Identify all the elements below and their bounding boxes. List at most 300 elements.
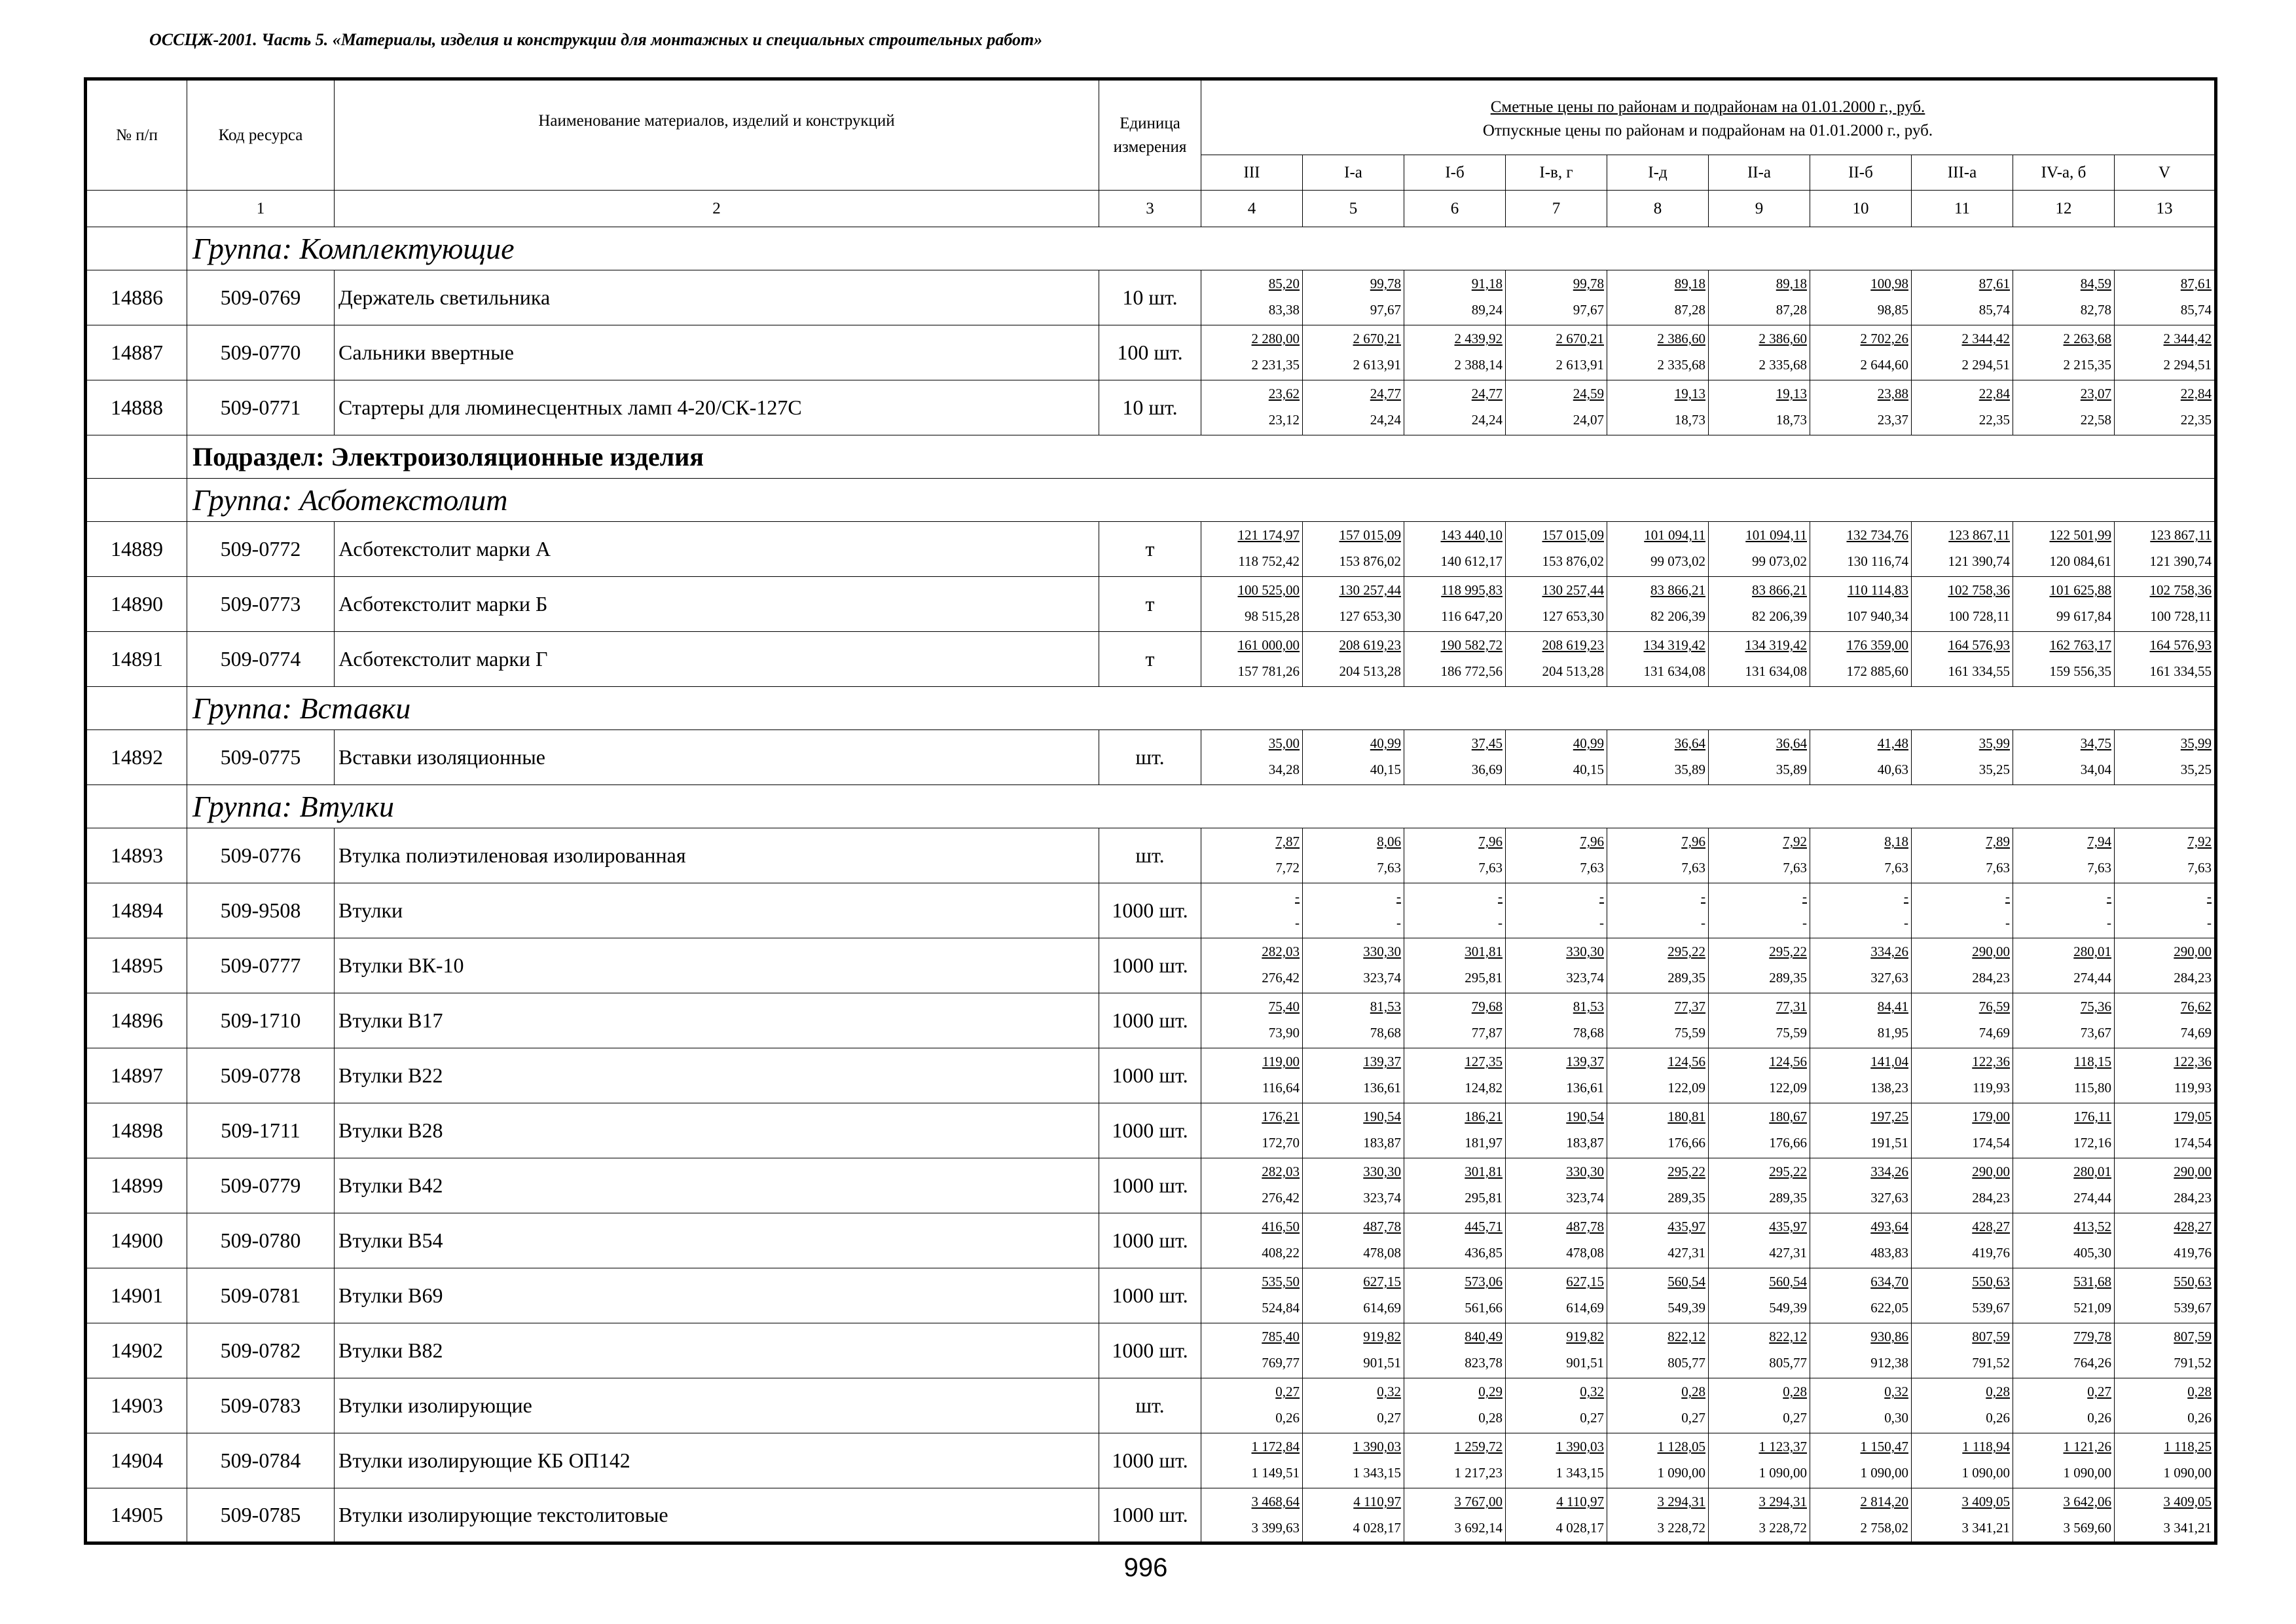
release-price: 289,35 — [1667, 1190, 1705, 1206]
price-cell — [1912, 1268, 2013, 1323]
price-cell — [1506, 1433, 1607, 1488]
release-price: 130 116,74 — [1847, 553, 1908, 569]
estimated-price: 0,32 — [1580, 1384, 1604, 1399]
price-cell — [1404, 577, 1506, 632]
resource-code: 509-0773 — [187, 577, 335, 632]
estimated-price: 428,27 — [2174, 1219, 2212, 1234]
estimated-price: - — [1295, 889, 1300, 904]
estimated-price: 7,89 — [1986, 834, 2010, 849]
release-price: 539,67 — [2174, 1300, 2212, 1316]
price-cell — [1810, 938, 1912, 993]
release-price: 323,74 — [1363, 970, 1401, 986]
release-price: 87,28 — [1776, 302, 1807, 318]
estimated-price: 176 359,00 — [1846, 637, 1908, 653]
price-cell — [2013, 828, 2115, 883]
price-cell — [1709, 380, 1810, 435]
header-region: V — [2115, 155, 2216, 191]
price-cell — [1201, 1103, 1303, 1158]
price-cell — [1303, 883, 1404, 938]
price-cell — [2115, 828, 2216, 883]
estimated-price: 2 386,60 — [1758, 331, 1807, 346]
release-price: 478,08 — [1363, 1245, 1401, 1261]
estimated-price: 295,22 — [1769, 944, 1807, 959]
release-price: 0,26 — [2087, 1410, 2111, 1426]
price-cell — [2013, 730, 2115, 785]
price-cell — [1709, 1048, 1810, 1103]
price-cell — [1912, 1048, 2013, 1103]
release-price: - — [2107, 915, 2111, 931]
release-price: 549,39 — [1769, 1300, 1807, 1316]
price-cell — [1912, 993, 2013, 1048]
estimated-price: 330,30 — [1363, 1164, 1401, 1179]
price-cell — [1912, 1323, 2013, 1378]
release-price: 4 028,17 — [1353, 1520, 1401, 1536]
release-price: - — [1802, 915, 1807, 931]
estimated-price: 7,96 — [1580, 834, 1604, 849]
release-price: 289,35 — [1769, 1190, 1807, 1206]
estimated-price: 3 294,31 — [1758, 1494, 1807, 1509]
price-cell — [2013, 1378, 2115, 1433]
estimated-price: 208 619,23 — [1542, 637, 1604, 653]
unit-of-measure: 1000 шт. — [1099, 938, 1201, 993]
estimated-price: 0,28 — [1681, 1384, 1705, 1399]
release-price: 18,73 — [1674, 412, 1705, 428]
release-price: 549,39 — [1667, 1300, 1705, 1316]
estimated-price: 132 734,76 — [1846, 527, 1908, 543]
estimated-price: 535,50 — [1262, 1274, 1300, 1289]
group-title: Группа: Асботекстолит — [187, 479, 2216, 522]
price-cell — [1607, 1378, 1709, 1433]
release-price: 419,76 — [2174, 1245, 2212, 1261]
resource-code: 509-0775 — [187, 730, 335, 785]
release-price: 78,68 — [1370, 1025, 1401, 1041]
release-price: - — [1498, 915, 1503, 931]
price-cell — [1607, 380, 1709, 435]
release-price: 622,05 — [1870, 1300, 1908, 1316]
material-name: Втулки В82 — [335, 1323, 1099, 1378]
estimated-price: 124,56 — [1769, 1054, 1807, 1069]
release-price: 161 334,55 — [1948, 663, 2010, 679]
estimated-price: 102 758,36 — [2149, 582, 2212, 598]
price-cell — [1810, 632, 1912, 687]
release-price: 181,97 — [1465, 1135, 1503, 1151]
estimated-price: 139,37 — [1566, 1054, 1604, 1069]
price-cell — [1607, 1158, 1709, 1213]
release-price: - — [1599, 915, 1604, 931]
table-row — [86, 1213, 2216, 1268]
price-cell — [1709, 1158, 1810, 1213]
release-price: 483,83 — [1870, 1245, 1908, 1261]
price-cell — [2115, 1268, 2216, 1323]
estimated-price: 1 121,26 — [2063, 1439, 2111, 1454]
price-cell — [1303, 993, 1404, 1048]
price-cell — [1506, 938, 1607, 993]
price-cell — [2013, 522, 2115, 577]
release-price: 82 206,39 — [1752, 608, 1807, 624]
estimated-price: 2 439,92 — [1454, 331, 1503, 346]
release-price: 77,87 — [1471, 1025, 1503, 1041]
estimated-price: 208 619,23 — [1339, 637, 1401, 653]
price-cell — [1303, 730, 1404, 785]
estimated-price: 134 319,42 — [1745, 637, 1807, 653]
price-cell — [1201, 993, 1303, 1048]
section-blank-cell — [86, 435, 187, 479]
estimated-price: 101 094,11 — [1745, 527, 1807, 543]
release-price: 172,70 — [1262, 1135, 1300, 1151]
price-cell — [1709, 577, 1810, 632]
release-price: 153 876,02 — [1542, 553, 1604, 569]
estimated-price: 435,97 — [1769, 1219, 1807, 1234]
release-price: 119,93 — [1973, 1080, 2010, 1096]
unit-of-measure: 1000 шт. — [1099, 1268, 1201, 1323]
price-cell — [2013, 270, 2115, 325]
estimated-price: 807,59 — [2174, 1329, 2212, 1344]
release-price: 34,28 — [1268, 762, 1300, 777]
row-number: 14888 — [86, 380, 187, 435]
estimated-price: 7,92 — [1783, 834, 1807, 849]
estimated-price: 19,13 — [1776, 386, 1807, 401]
estimated-price: 8,18 — [1884, 834, 1908, 849]
release-price: 7,72 — [1275, 860, 1300, 876]
release-price: 153 876,02 — [1339, 553, 1401, 569]
release-price: 805,77 — [1667, 1355, 1705, 1371]
resource-code: 509-0785 — [187, 1488, 335, 1543]
price-cell — [1201, 1378, 1303, 1433]
unit-of-measure: т — [1099, 522, 1201, 577]
estimated-price: 1 150,47 — [1860, 1439, 1908, 1454]
price-cell — [1303, 632, 1404, 687]
release-price: 805,77 — [1769, 1355, 1807, 1371]
price-cell — [2115, 1378, 2216, 1433]
release-price: 3 341,21 — [1961, 1520, 2010, 1536]
estimated-price: 123 867,11 — [2150, 527, 2212, 543]
price-cell — [1404, 1378, 1506, 1433]
price-cell — [1709, 1433, 1810, 1488]
estimated-price: 89,18 — [1674, 276, 1705, 291]
price-cell — [2115, 325, 2216, 380]
estimated-price: 81,53 — [1370, 999, 1401, 1014]
release-price: 823,78 — [1465, 1355, 1503, 1371]
price-cell — [1709, 1268, 1810, 1323]
price-cell — [1709, 325, 1810, 380]
price-cell — [1607, 1048, 1709, 1103]
price-cell — [1709, 938, 1810, 993]
estimated-price: 34,75 — [2080, 735, 2111, 751]
price-cell — [1912, 325, 2013, 380]
release-price: 98,85 — [1877, 302, 1908, 318]
release-price: 427,31 — [1769, 1245, 1807, 1261]
price-cell — [1506, 1268, 1607, 1323]
estimated-price: 141,04 — [1870, 1054, 1908, 1069]
price-cell — [2013, 1268, 2115, 1323]
price-cell — [1607, 828, 1709, 883]
release-price: 323,74 — [1363, 1190, 1401, 1206]
material-name: Вставки изоляционные — [335, 730, 1099, 785]
table-row — [86, 270, 2216, 325]
estimated-price: 99,78 — [1370, 276, 1401, 291]
estimated-price: - — [1701, 889, 1705, 904]
release-price: 99 073,02 — [1650, 553, 1705, 569]
estimated-price: - — [2107, 889, 2111, 904]
material-name: Втулки В28 — [335, 1103, 1099, 1158]
page-number: 996 — [1123, 1553, 1168, 1582]
price-cell — [1303, 1488, 1404, 1543]
release-price: 97,67 — [1573, 302, 1604, 318]
material-name: Асботекстолит марки Б — [335, 577, 1099, 632]
table-row — [86, 1158, 2216, 1213]
estimated-price: 101 094,11 — [1644, 527, 1705, 543]
release-price: 81,95 — [1877, 1025, 1908, 1041]
estimated-price: 3 468,64 — [1251, 1494, 1300, 1509]
price-cell — [1912, 1433, 2013, 1488]
estimated-price: 79,68 — [1471, 999, 1503, 1014]
release-price: 524,84 — [1262, 1300, 1300, 1316]
estimated-price: 157 015,09 — [1339, 527, 1401, 543]
release-price: 3 341,21 — [2163, 1520, 2212, 1536]
row-number: 14889 — [86, 522, 187, 577]
release-price: - — [2005, 915, 2010, 931]
estimated-price: 2 386,60 — [1657, 331, 1705, 346]
estimated-price: 179,00 — [1972, 1109, 2010, 1124]
row-number: 14895 — [86, 938, 187, 993]
estimated-price: - — [2207, 889, 2212, 904]
estimated-price: 560,54 — [1769, 1274, 1807, 1289]
estimated-price: 3 409,05 — [1961, 1494, 2010, 1509]
price-cell — [1709, 883, 1810, 938]
release-price: 122,09 — [1667, 1080, 1705, 1096]
price-cell — [2115, 883, 2216, 938]
estimated-price: 77,37 — [1674, 999, 1705, 1014]
row-number: 14893 — [86, 828, 187, 883]
price-cell — [1709, 1323, 1810, 1378]
unit-of-measure: 1000 шт. — [1099, 1048, 1201, 1103]
release-price: 2 231,35 — [1251, 357, 1300, 373]
release-price: 75,59 — [1674, 1025, 1705, 1041]
release-price: 419,76 — [1972, 1245, 2010, 1261]
price-cell — [2013, 1048, 2115, 1103]
estimated-price: 22,84 — [1978, 386, 2010, 401]
price-cell — [1303, 1213, 1404, 1268]
column-number: 7 — [1506, 191, 1607, 227]
price-cell — [1303, 325, 1404, 380]
release-price: 3 399,63 — [1251, 1520, 1300, 1536]
price-cell — [1607, 883, 1709, 938]
release-price: 289,35 — [1769, 970, 1807, 986]
subsection-title: Подраздел: Электроизоляционные изделия — [187, 435, 2216, 479]
price-cell — [1810, 1488, 1912, 1543]
estimated-price: 2 814,20 — [1860, 1494, 1908, 1509]
estimated-price: 330,30 — [1566, 1164, 1604, 1179]
release-price: 75,59 — [1776, 1025, 1807, 1041]
estimated-price: 91,18 — [1471, 276, 1503, 291]
release-price: 23,37 — [1877, 412, 1908, 428]
estimated-price: 186,21 — [1465, 1109, 1503, 1124]
section-blank-cell — [86, 687, 187, 730]
estimated-price: 121 174,97 — [1237, 527, 1300, 543]
price-cell — [1404, 938, 1506, 993]
estimated-price: 75,40 — [1268, 999, 1300, 1014]
release-price: 7,63 — [2187, 860, 2212, 876]
price-cell — [2115, 632, 2216, 687]
price-cell — [1303, 828, 1404, 883]
resource-code: 509-0769 — [187, 270, 335, 325]
material-name: Втулка полиэтиленовая изолированная — [335, 828, 1099, 883]
release-price: 7,63 — [1681, 860, 1705, 876]
price-cell — [1506, 1488, 1607, 1543]
price-cell — [1810, 1433, 1912, 1488]
price-cell — [2115, 993, 2216, 1048]
estimated-price: 7,92 — [2187, 834, 2212, 849]
price-cell — [1404, 1433, 1506, 1488]
release-price: 83,38 — [1268, 302, 1300, 318]
release-price: 122,09 — [1769, 1080, 1807, 1096]
estimated-price: 3 294,31 — [1657, 1494, 1705, 1509]
estimated-price: 295,22 — [1667, 944, 1705, 959]
release-price: 34,04 — [2080, 762, 2111, 777]
release-price: 2 388,14 — [1454, 357, 1503, 373]
release-price: 183,87 — [1566, 1135, 1604, 1151]
header-no: № п/п — [86, 79, 187, 191]
column-number: 4 — [1201, 191, 1303, 227]
price-cell — [1810, 1268, 1912, 1323]
release-price: 7,63 — [2087, 860, 2111, 876]
estimated-price: - — [1599, 889, 1604, 904]
estimated-price: 190,54 — [1566, 1109, 1604, 1124]
row-number: 14894 — [86, 883, 187, 938]
estimated-price: 0,29 — [1478, 1384, 1503, 1399]
row-number: 14900 — [86, 1213, 187, 1268]
release-price: - — [1904, 915, 1908, 931]
material-name: Втулки ВК-10 — [335, 938, 1099, 993]
price-cell — [1404, 270, 1506, 325]
release-price: 138,23 — [1870, 1080, 1908, 1096]
release-price: 427,31 — [1667, 1245, 1705, 1261]
header-region: II-б — [1810, 155, 1912, 191]
estimated-price: 7,96 — [1681, 834, 1705, 849]
material-name: Втулки В54 — [335, 1213, 1099, 1268]
release-price: 614,69 — [1566, 1300, 1604, 1316]
release-price: 22,35 — [1978, 412, 2010, 428]
release-price: 7,63 — [1478, 860, 1503, 876]
release-price: 7,63 — [1580, 860, 1604, 876]
price-cell — [1201, 883, 1303, 938]
release-price: 284,23 — [1972, 970, 2010, 986]
estimated-price: 1 390,03 — [1556, 1439, 1604, 1454]
group-title: Группа: Втулки — [187, 785, 2216, 828]
release-price: 276,42 — [1262, 970, 1300, 986]
estimated-price: 2 670,21 — [1353, 331, 1401, 346]
estimated-price: 0,28 — [1986, 1384, 2010, 1399]
estimated-price: 35,99 — [1978, 735, 2010, 751]
release-price: 35,25 — [1978, 762, 2010, 777]
release-price: 204 513,28 — [1542, 663, 1604, 679]
estimated-price: 24,77 — [1471, 386, 1503, 401]
estimated-price: 0,27 — [2087, 1384, 2111, 1399]
estimated-price: 840,49 — [1465, 1329, 1503, 1344]
resource-code: 509-0771 — [187, 380, 335, 435]
estimated-price: 435,97 — [1667, 1219, 1705, 1234]
estimated-price: 627,15 — [1363, 1274, 1401, 1289]
unit-of-measure: 100 шт. — [1099, 325, 1201, 380]
release-price: 99 073,02 — [1752, 553, 1807, 569]
price-cell — [1810, 1158, 1912, 1213]
price-cell — [2013, 632, 2115, 687]
estimated-price: 180,67 — [1769, 1109, 1807, 1124]
resource-code: 509-0777 — [187, 938, 335, 993]
release-price: 1 090,00 — [1657, 1465, 1705, 1481]
row-number: 14902 — [86, 1323, 187, 1378]
estimated-price: 83 866,21 — [1752, 582, 1807, 598]
price-cell — [1810, 730, 1912, 785]
estimated-price: 919,82 — [1363, 1329, 1401, 1344]
release-price: 35,25 — [2180, 762, 2212, 777]
price-cell — [2013, 1103, 2115, 1158]
release-price: - — [2207, 915, 2212, 931]
price-cell — [1404, 325, 1506, 380]
estimated-price: 22,84 — [2180, 386, 2212, 401]
release-price: 2 335,68 — [1657, 357, 1705, 373]
estimated-price: 77,31 — [1776, 999, 1807, 1014]
estimated-price: 822,12 — [1769, 1329, 1807, 1344]
price-cell — [2013, 1488, 2115, 1543]
price-cell — [1912, 938, 2013, 993]
estimated-price: 162 763,17 — [2049, 637, 2111, 653]
price-cell — [1709, 1378, 1810, 1433]
estimated-price: 282,03 — [1262, 944, 1300, 959]
price-cell — [2115, 1213, 2216, 1268]
group-row — [86, 227, 2216, 270]
price-cell — [1912, 883, 2013, 938]
price-cell — [1201, 938, 1303, 993]
estimated-price: 190 582,72 — [1440, 637, 1503, 653]
release-price: 0,30 — [1884, 1410, 1908, 1426]
section-blank-cell — [86, 785, 187, 828]
resource-code: 509-0780 — [187, 1213, 335, 1268]
row-number: 14886 — [86, 270, 187, 325]
price-cell — [1810, 1323, 1912, 1378]
price-cell — [1201, 1213, 1303, 1268]
release-price: 87,28 — [1674, 302, 1705, 318]
release-price: 119,93 — [2174, 1080, 2212, 1096]
release-price: 131 634,08 — [1643, 663, 1705, 679]
table-row — [86, 828, 2216, 883]
price-cell — [1201, 325, 1303, 380]
estimated-price: 19,13 — [1674, 386, 1705, 401]
price-cell — [2115, 938, 2216, 993]
price-cell — [2013, 1158, 2115, 1213]
subsection-row — [86, 435, 2216, 479]
document-header: ОССЦЖ-2001. Часть 5. «Материалы, изделия и конструкции для монтажных и специальных строительных работ» — [149, 30, 1043, 49]
price-cell — [2013, 938, 2115, 993]
estimated-price: 36,64 — [1776, 735, 1807, 751]
table-row — [86, 577, 2216, 632]
group-title: Группа: Комплектующие — [187, 227, 2216, 270]
estimated-price: 164 576,93 — [1948, 637, 2010, 653]
price-cell — [1303, 1158, 1404, 1213]
price-cell — [1404, 828, 1506, 883]
row-number: 14890 — [86, 577, 187, 632]
header-prices — [1201, 79, 2216, 155]
release-price: 3 228,72 — [1758, 1520, 1807, 1536]
price-table — [84, 77, 2217, 1545]
unit-of-measure: 1000 шт. — [1099, 883, 1201, 938]
estimated-price: 134 319,42 — [1643, 637, 1705, 653]
column-number: 2 — [335, 191, 1099, 227]
release-price: 539,67 — [1972, 1300, 2010, 1316]
price-cell — [1607, 730, 1709, 785]
estimated-price: 8,06 — [1377, 834, 1401, 849]
table-row — [86, 1378, 2216, 1433]
